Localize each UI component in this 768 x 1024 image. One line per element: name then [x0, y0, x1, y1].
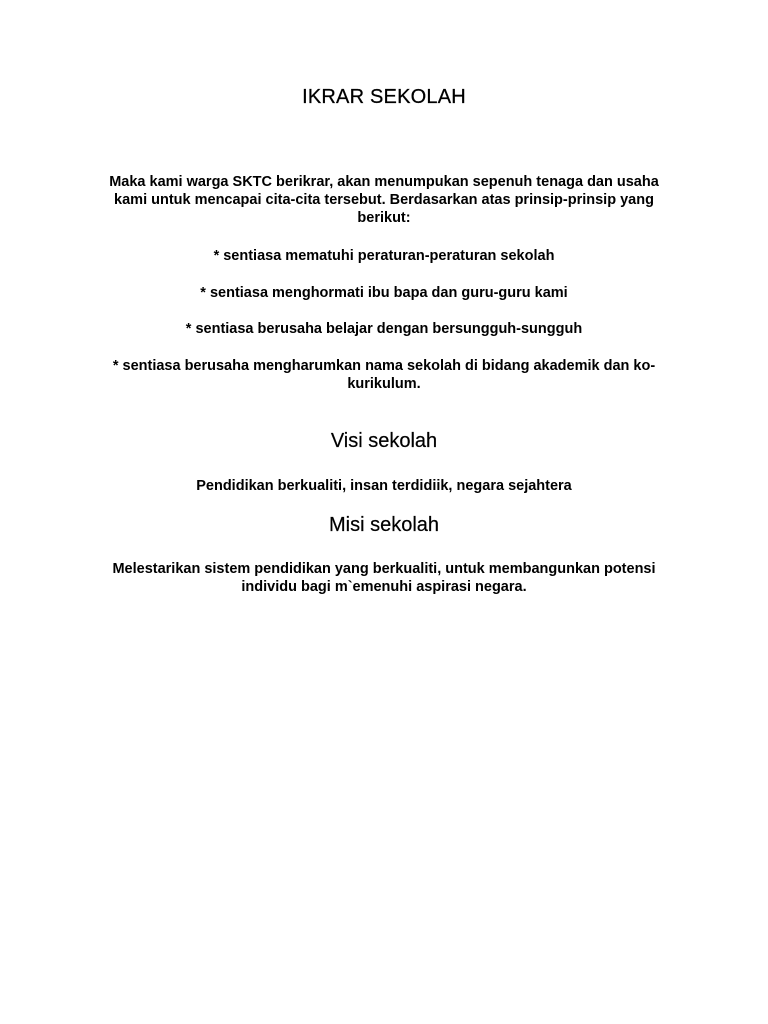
principle-item-4: * sentiasa berusaha mengharumkan nama sekolah di bidang akademik dan ko-kurikulum.	[112, 358, 656, 392]
visi-heading: Visi sekolah	[330, 430, 438, 452]
principle-item-3: * sentiasa berusaha belajar dengan bersungguh-sungguh	[185, 321, 583, 337]
misi-text: Melestarikan sistem pendidikan yang berkualiti, untuk membangunkan potensi individu bagi m`emenuhi aspirasi negara.	[112, 561, 656, 595]
misi-heading: Misi sekolah	[328, 514, 440, 536]
page-title: IKRAR SEKOLAH	[302, 86, 466, 108]
principle-item-1: * sentiasa mematuhi peraturan-peraturan sekolah	[213, 248, 555, 264]
visi-text: Pendidikan berkualiti, insan terdidiik, negara sejahtera	[196, 478, 572, 494]
pledge-intro: Maka kami warga SKTC berikrar, akan menumpukan sepenuh tenaga dan usaha kami untuk mencapai cita-cita tersebut. Berdasarkan atas prinsip-prinsip yang berikut:	[109, 174, 659, 226]
principle-item-2: * sentiasa menghormati ibu bapa dan guru-guru kami	[200, 285, 568, 301]
